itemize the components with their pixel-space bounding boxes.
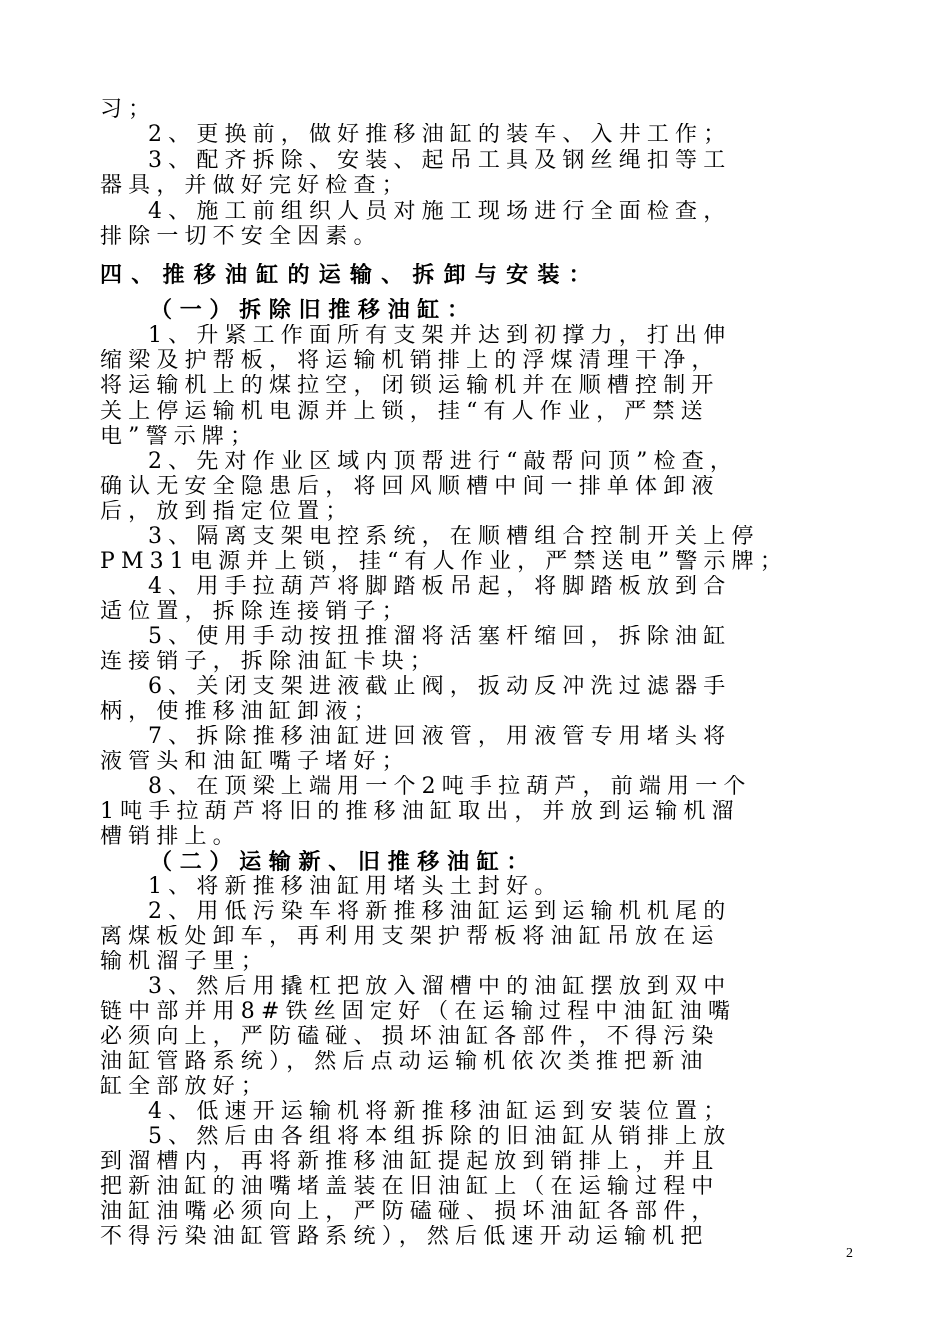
text-line: 4、用手拉葫芦将脚踏板吊起，将脚踏板放到合 [148,575,732,599]
page-number: 2 [846,1246,853,1261]
text-line: PM31电源并上锁，挂“有人作业，严禁送电”警示牌； [100,550,788,574]
text-line: 缩梁及护帮板，将运输机销排上的浮煤清理干净， [100,349,720,373]
text-line: 6、关闭支架进液截止阀，扳动反冲洗过滤器手 [148,675,732,699]
text-line: 槽销排上。 [100,825,241,849]
text-line: 不得污染油缸管路系统），然后低速开动运输机把 [100,1225,709,1249]
text-line: 排除一切不安全因素。 [100,225,382,249]
text-line: 2、先对作业区域内顶帮进行“敲帮问顶”检查， [148,450,739,474]
text-line: 3、然后用撬杠把放入溜槽中的油缸摆放到双中 [148,975,732,999]
text-line: 5、然后由各组将本组拆除的旧油缸从销排上放 [148,1125,732,1149]
text-line: 3、配齐拆除、安装、起吊工具及钢丝绳扣等工 [148,149,732,173]
text-line: 1吨手拉葫芦将旧的推移油缸取出，并放到运输机溜 [100,800,740,824]
subsection-heading: （一）拆除旧推移油缸： [150,298,477,322]
text-line: 到溜槽内，再将新推移油缸提起放到销排上，并且 [100,1150,720,1174]
text-line: 输机溜子里； [100,950,269,974]
text-line: 链中部并用8#铁丝固定好（在运输过程中油缸油嘴 [100,1000,737,1024]
text-line: 4、施工前组织人员对施工现场进行全面检查， [148,200,732,224]
text-line: 缸全部放好； [100,1075,269,1099]
text-line: 7、拆除推移油缸进回液管，用液管专用堵头将 [148,725,732,749]
text-line: 8、在顶梁上端用一个2吨手拉葫芦，前端用一个 [148,775,752,799]
section-heading: 四、推移油缸的运输、拆卸与安装： [100,263,600,287]
text-line: 2、用低污染车将新推移油缸运到运输机机尾的 [148,900,732,924]
text-line: 习； [100,98,157,122]
text-line: 1、升紧工作面所有支架并达到初撑力，打出伸 [148,324,732,348]
text-line: 柄，使推移油缸卸液； [100,700,382,724]
text-line: 1、将新推移油缸用堵头土封好。 [148,875,563,899]
text-line: 3、隔离支架电控系统，在顺槽组合控制开关上停 [148,525,760,549]
text-line: 关上停运输机电源并上锁，挂“有人作业，严禁送 [100,400,709,424]
text-line: 器具，并做好完好检查； [100,174,410,198]
text-line: 4、低速开运输机将新推移油缸运到安装位置； [148,1100,732,1124]
text-line: 液管头和油缸嘴子堵好； [100,750,410,774]
text-line: 将运输机上的煤拉空，闭锁运输机并在顺槽控制开 [100,374,720,398]
text-line: 电”警示牌； [100,425,259,449]
text-line: 油缸管路系统），然后点动运输机依次类推把新油 [100,1050,709,1074]
text-line: 离煤板处卸车，再利用支架护帮板将油缸吊放在运 [100,925,720,949]
text-line: 必须向上，严防磕碰、损坏油缸各部件，不得污染 [100,1025,720,1049]
text-line: 确认无安全隐患后，将回风顺槽中间一排单体卸液 [100,475,720,499]
text-line: 适位置，拆除连接销子； [100,600,410,624]
text-line: 连接销子，拆除油缸卡块； [100,650,438,674]
text-line: 把新油缸的油嘴堵盖装在旧油缸上（在运输过程中 [100,1175,720,1199]
subsection-heading: （二）运输新、旧推移油缸： [150,850,537,874]
text-line: 2、更换前，做好推移油缸的装车、入井工作； [148,123,732,147]
text-line: 5、使用手动按扭推溜将活塞杆缩回，拆除油缸 [148,625,732,649]
text-line: 油缸油嘴必须向上，严防磕碰、损坏油缸各部件， [100,1200,720,1224]
text-line: 后，放到指定位置； [100,500,354,524]
